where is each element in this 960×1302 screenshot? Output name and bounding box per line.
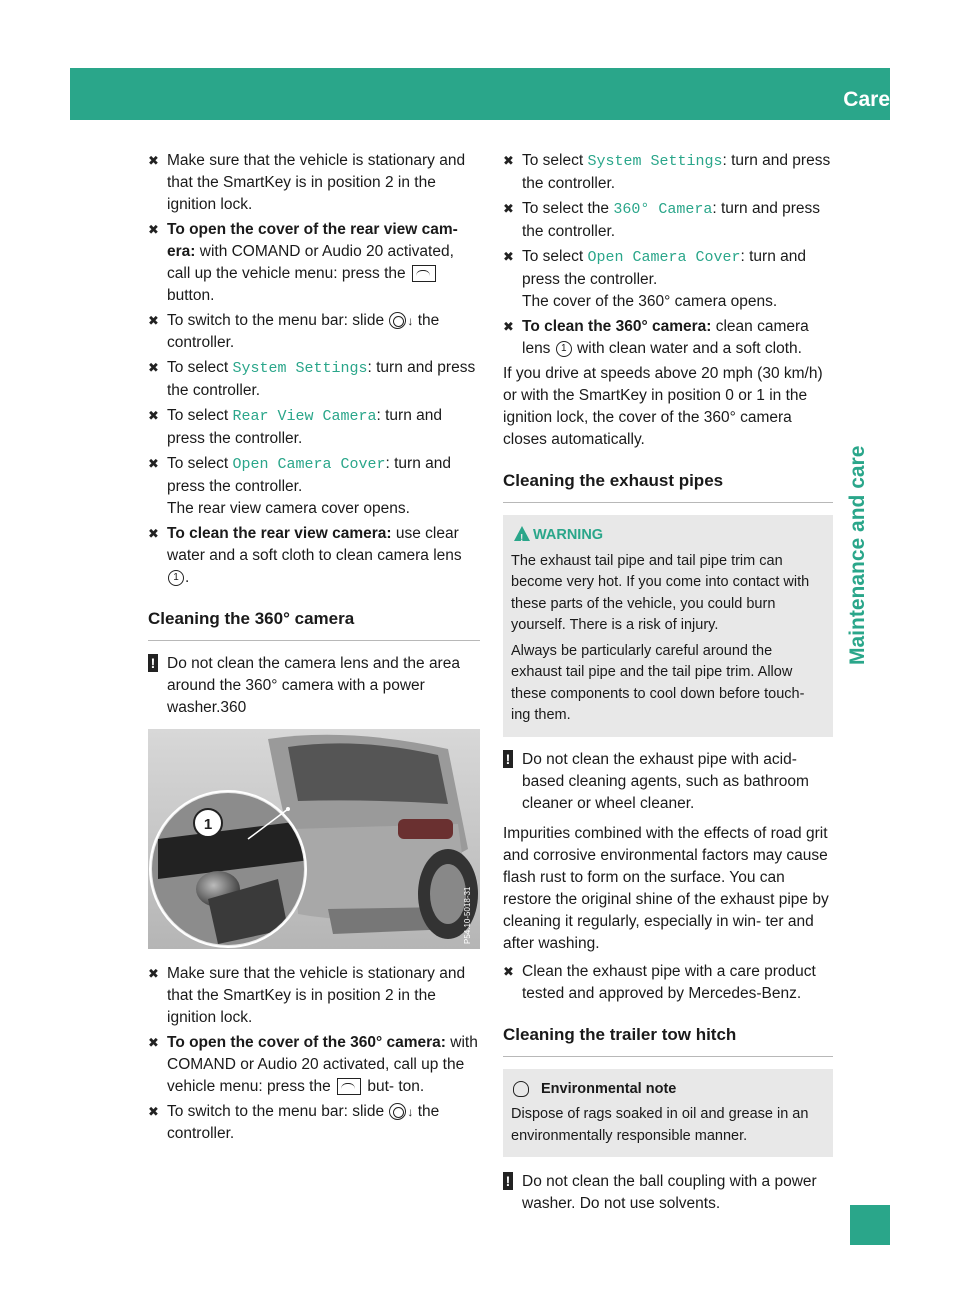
speed-paragraph: If you drive at speeds above 20 mph (30 km/h) or with the SmartKey in position 0 or 1 in the ignition lock, the cover of the 360° camera closes automatically.: [503, 365, 823, 448]
menu-item-system-settings: System Settings: [232, 360, 368, 377]
camera-photo: [148, 729, 480, 949]
down-arrow-icon: ↓: [407, 314, 414, 328]
menu-item-open-camera-cover: Open Camera Cover: [232, 456, 386, 473]
step-open-360: ✖ To open the cover of the 360° camera: with COMAND or Audio 20 activated, call up the vehicle menu: press the but- ton.: [148, 1034, 478, 1095]
svg-text:1: 1: [203, 816, 213, 833]
step-clean-360: ✖ To clean the 360° camera: clean camera lens 1 with clean water and a soft cloth.: [503, 318, 809, 357]
step-select-open-r: ✖ To select Open Camera Cover: turn and press the controller. The cover of the 360° camera opens.: [503, 248, 807, 310]
note-exhaust: ! Do not clean the exhaust pipe with acid- based cleaning agents, such as bathroom cleaner or wheel cleaner.: [503, 749, 833, 815]
arrow-icon: ✖: [503, 249, 514, 264]
left-column: [148, 150, 480, 1148]
heading-hitch: Cleaning the trailer tow hitch: [503, 1023, 833, 1057]
step-clean-product: ✖ Clean the exhaust pipe with a care product tested and approved by Mercedes-Benz.: [503, 962, 816, 1002]
warning-text-1: The exhaust tail pipe and tail pipe trim can become very hot. If you come into contact with these parts of the vehicle, you could burn yourself. There is a risk of injury.: [511, 552, 810, 633]
side-tab-label: Maintenance and care: [846, 445, 869, 665]
photo-code: P54.10-5018-31: [463, 886, 472, 944]
note-hitch: ! Do not clean the ball coupling with a power washer. Do not use solvents.: [503, 1171, 833, 1215]
impurities-paragraph: Impurities combined with the effects of road grit and corrosive environmental factors may cause flash rust to form on the surface. You can restore the original shine of the exhaust pipe by cleaning it regularly, especially in win- ter and after washing.: [503, 824, 829, 952]
step-select-system: ✖ To select System Settings: turn and press the controller.: [148, 359, 476, 399]
header-divider: [900, 70, 903, 120]
environment-note-text: Dispose of rags soaked in oil and grease in an environmentally responsible manner.: [511, 1106, 809, 1144]
side-tab-block: [850, 1205, 890, 1245]
arrow-icon: ✖: [148, 153, 159, 168]
menu-item-360-camera: 360° Camera: [613, 201, 713, 218]
arrow-icon: ✖: [503, 153, 514, 168]
warning-title: ! WARNING: [511, 525, 825, 547]
lens-callout-icon: 1: [168, 570, 184, 586]
exclamation-icon: !: [503, 750, 513, 768]
header-bar: [70, 68, 890, 120]
arrow-icon: ✖: [503, 201, 514, 216]
car-rear-illustration: [148, 729, 480, 949]
controller-icon: [389, 1103, 406, 1120]
vehicle-button-icon: [337, 1078, 361, 1095]
page-number: 349: [914, 89, 946, 110]
arrow-icon: ✖: [148, 313, 159, 328]
menu-item-system-settings: System Settings: [587, 153, 723, 170]
arrow-icon: ✖: [148, 456, 159, 471]
step-select-open: ✖ To select Open Camera Cover: turn and press the controller. The rear view camera cover opens.: [148, 455, 452, 517]
arrow-icon: ✖: [148, 360, 159, 375]
arrow-icon: ✖: [148, 222, 159, 237]
controller-icon: [389, 312, 406, 329]
note-360: ! Do not clean the camera lens and the area around the 360° camera with a power washer.360: [148, 653, 480, 719]
menu-item-open-camera-cover: Open Camera Cover: [587, 249, 741, 266]
heading-360-camera: Cleaning the 360° camera: [148, 607, 480, 641]
exclamation-icon: !: [503, 1172, 513, 1190]
step-clean-rear: ✖ To clean the rear view camera: use clear water and a soft cloth to clean camera lens 1 .: [148, 525, 462, 586]
step-stationary-b: ✖ Make sure that the vehicle is stationary and that the SmartKey is in position 2 in the ignition lock.: [148, 965, 466, 1026]
bulb-icon: [513, 1081, 529, 1097]
step-select-system-r: ✖ To select System Settings: turn and press the controller.: [503, 152, 831, 192]
menu-item-rear-view-camera: Rear View Camera: [232, 408, 377, 425]
lens-callout-icon: 1: [556, 341, 572, 357]
warning-triangle-icon: [514, 526, 530, 541]
warning-text-2: Always be particularly careful around the exhaust tail pipe and the tail pipe trim. Allow these components to cool down before touch- ing them.: [511, 642, 805, 723]
arrow-icon: ✖: [148, 408, 159, 423]
arrow-icon: ✖: [148, 1104, 159, 1119]
environment-note-box: [503, 1069, 833, 1158]
vehicle-button-icon: [412, 265, 436, 282]
arrow-icon: ✖: [148, 526, 159, 541]
right-column: [503, 150, 833, 1223]
step-select-360: ✖ To select the 360° Camera: turn and press the controller.: [503, 200, 821, 240]
exclamation-icon: !: [148, 654, 158, 672]
down-arrow-icon: ↓: [407, 1105, 414, 1119]
arrow-icon: ✖: [503, 963, 514, 979]
step-switch-menu-b: ✖ To switch to the menu bar: slide ↓ the controller.: [148, 1103, 440, 1142]
arrow-icon: ✖: [503, 319, 514, 334]
warning-box: [503, 515, 833, 737]
step-stationary: ✖ Make sure that the vehicle is stationary and that the SmartKey is in position 2 in the ignition lock.: [148, 152, 466, 213]
step-select-rear: ✖ To select Rear View Camera: turn and press the controller.: [148, 407, 443, 447]
section-title: Care: [843, 88, 890, 111]
environment-note-title: Environmental note: [511, 1079, 825, 1101]
arrow-icon: ✖: [148, 966, 159, 981]
step-open-cover: ✖ To open the cover of the rear view cam- era: with COMAND or Audio 20 activated, call up the vehicle menu: press the button.: [148, 221, 458, 304]
heading-exhaust: Cleaning the exhaust pipes: [503, 469, 833, 503]
arrow-icon: ✖: [148, 1035, 159, 1050]
step-switch-menu: ✖ To switch to the menu bar: slide ↓ the controller.: [148, 312, 440, 351]
